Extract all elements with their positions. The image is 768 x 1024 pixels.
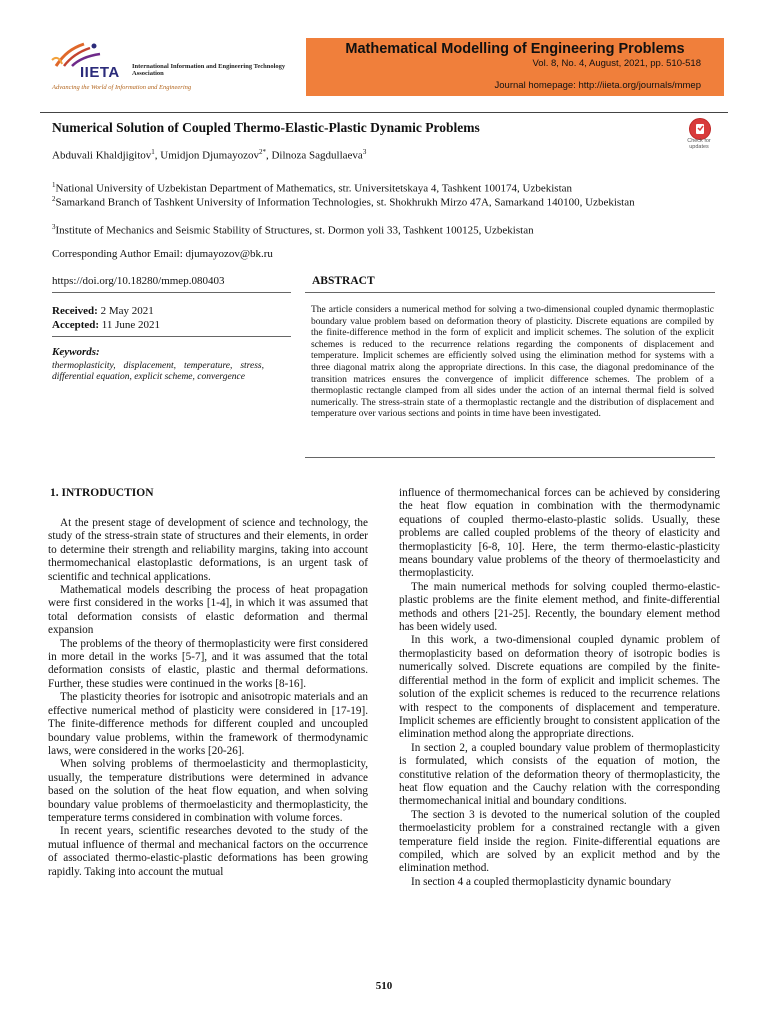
journal-banner: [306, 38, 724, 96]
affiliation-mark: 3: [52, 223, 56, 231]
paragraph: In recent years, scientific researches devoted to the study of the mutual influence of thermal and mechanical factors on the occurrence of associated thermo-elastic-plastic deformations has been growing rapidly. Taking into account the mutual: [48, 825, 368, 878]
logo-organization: International Information and Engineering Technology Association: [132, 63, 286, 77]
header-divider: [40, 112, 728, 113]
author-list: [52, 148, 366, 162]
affiliation: [52, 192, 702, 210]
body-column-right: [399, 487, 720, 889]
author-name: Dilnoza Sagdullaeva: [271, 149, 363, 162]
paragraph: The main numerical methods for solving coupled thermo-elastic-plastic problems are the finite element method, and finite-differential methods and others [21-25]. Recently, the boundary element method has been widely used.: [399, 580, 720, 634]
accepted-value: 11 June 2021: [101, 319, 161, 331]
body-column-left: [48, 517, 368, 879]
accepted-label: Accepted:: [52, 319, 100, 331]
corresponding-author-email[interactable]: Corresponding Author Email: djumayozov@bk.ru: [52, 248, 273, 260]
check-for-updates-button[interactable]: [681, 118, 717, 154]
affiliation-text: National University of Uzbekistan Department of Mathematics, str. Universitetskaya 4, Tashkent 100174, Uzbekistan: [55, 182, 573, 195]
received-value: 2 May 2021: [100, 305, 154, 317]
paper-title: Numerical Solution of Coupled Thermo-Elastic-Plastic Dynamic Problems: [52, 120, 480, 135]
paragraph: The section 3 is devoted to the numerical solution of the coupled thermoelasticity problem for a constrained rectangle with a given temperature field inside the region. Finite-differential equations are compiled, which are solved by an explicit method and by the elimination method.: [399, 808, 720, 875]
paragraph: In this work, a two-dimensional coupled dynamic problem of thermoplasticity based on deformation theory of isotropic bodies is numerically solved. Discrete equations are compiled by the finite-differential method in the form of explicit and implicit schemes. The solution of the explicit schemes is reduced to the recurrence relations with respect to the components of displacement and temperature. Implicit schemes are efficiently brought to consistent application of the elimination method along the appropriate directions.: [399, 634, 720, 741]
publisher-logo: [50, 40, 290, 96]
paragraph: When solving problems of thermoelasticity and thermoplasticity, usually, the temperature distributions were determined in advance based on the solution of the heat flow equation, and when solving boundary value problems of thermoelasticity and thermoplasticity, the temperature terms considered in combination with volume forces.: [48, 758, 368, 824]
affiliation-mark: 1: [52, 181, 56, 189]
affiliation-text: Institute of Mechanics and Seismic Stability of Structures, st. Dormon yoli 33, Tashkent 100125, Uzbekistan: [55, 224, 534, 237]
author-affiliation-mark: 2*: [258, 148, 266, 156]
affiliation: [52, 220, 702, 238]
logo-wordmark: IIETA: [80, 64, 120, 81]
journal-title: Mathematical Modelling of Engineering Problems: [345, 41, 685, 57]
article-dates: [52, 304, 160, 332]
abstract-text: The article considers a numerical method for solving a two-dimensional coupled dynamic thermoplastic boundary value problem based on deformation theory of plasticity. Discrete equations are compiled by the finite-difference method in the form of explicit and implicit schemes. The solution of the explicit schemes is reduced to the recurrence relations regarding the components of displacement and temperature. Implicit schemes are efficiently solved using the elimination method for systems with a three diagonal matrix along the appropriate directions. In this case, the diagonal predominance of the transition matrices ensures the convergence of implicit difference schemes. The problem of a thermoplastic rectangle clamped from all sides under the action of an internal thermal field is solved numerically. The stress-strain state of a thermoplastic rectangle and the distribution of displacement and temperature over various sections and points in time have been investigated.: [311, 305, 714, 420]
abstract-bottom-divider: [305, 457, 715, 458]
paragraph: Mathematical models describing the process of heat propagation were first considered in the works [1-4], in which it was assumed that total deformation consists of elastic deformation and thermal expansion: [48, 584, 368, 637]
paragraph: In section 2, a coupled boundary value problem of thermoplasticity is formulated, which consists of the equation of motion, the constitutive relation of the deformation theory of thermoplasticity, the heat flow equation and the Cauchy relation with the corresponding thermomechanical initial and boundary conditions.: [399, 741, 720, 808]
received-date: [52, 304, 160, 318]
check-updates-label: Check for updates: [687, 138, 711, 150]
paragraph: influence of thermomechanical forces can be achieved by considering the heat flow equation in combination with the thermodynamic equations of coupled thermo-elasto-plastic solids. Usually, these problems are called coupled problems of the theory of elasticity and thermoplasticity [6-8, 10]. Here, the term thermo-elastic-plasticity means boundary value problems of the theory of thermoelasticity and thermoplasticity.: [399, 487, 720, 580]
author-affiliation-mark: 1: [151, 148, 155, 156]
author-name: Umidjon Djumayozov: [160, 149, 259, 162]
keywords-heading: Keywords:: [52, 346, 100, 358]
keywords-list: thermoplasticity, displacement, temperature, stress, differential equation, explicit scheme, convergence: [52, 361, 264, 382]
logo-tagline: Advancing the World of Information and Engineering: [52, 84, 192, 91]
journal-homepage-link[interactable]: Journal homepage: http://iieta.org/journals/mmep: [494, 80, 701, 91]
doi-link[interactable]: https://doi.org/10.18280/mmep.080403: [52, 275, 225, 287]
affiliation-mark: 2: [52, 195, 56, 203]
accepted-date: [52, 318, 160, 332]
author-name: Abduvali Khaldjigitov: [52, 149, 152, 162]
page-number: 510: [375, 980, 393, 992]
doi-divider: [52, 292, 291, 293]
author-affiliation-mark: 3: [362, 148, 367, 156]
paragraph: At the present stage of development of science and technology, the study of the stress-strain state of structures and their elements, in order to determine their strength and reliability margins, taking into account thermomechanical elastoplastic deformations, is an urgent task of scientific and technical applications.: [48, 517, 368, 583]
section-heading: 1. INTRODUCTION: [50, 487, 154, 499]
author-separator: ,: [154, 149, 161, 162]
received-label: Received:: [52, 305, 98, 317]
affiliation-text: Samarkand Branch of Tashkent University of Information Technologies, st. Shokhrukh Mirzo 47A, Samarkand 140100, Uzbekistan: [55, 196, 635, 209]
abstract-top-divider: [305, 292, 715, 293]
paragraph: In section 4 a coupled thermoplasticity dynamic boundary: [411, 875, 672, 888]
paragraph: The problems of the theory of thermoplasticity were first considered in more detail in the works [5-7], and it was assumed that the total deformation consists of elastic, plastic and thermal deformations. Further, these studies were continued in the works [8-16].: [48, 637, 368, 690]
volume-info: Vol. 8, No. 4, August, 2021, pp. 510-518: [532, 58, 701, 69]
dates-divider: [52, 336, 291, 337]
paragraph: The plasticity theories for isotropic and anisotropic materials and an effective numerical method of plasticity were considered in [17-19]. The finite-difference methods for different coupled and uncoupled boundary value problems, within the framework of thermodynamic laws, were considered in the works [20-26].: [48, 691, 368, 757]
author-separator: ,: [265, 149, 272, 162]
check-updates-icon: [689, 118, 711, 140]
abstract-heading: ABSTRACT: [312, 275, 375, 287]
